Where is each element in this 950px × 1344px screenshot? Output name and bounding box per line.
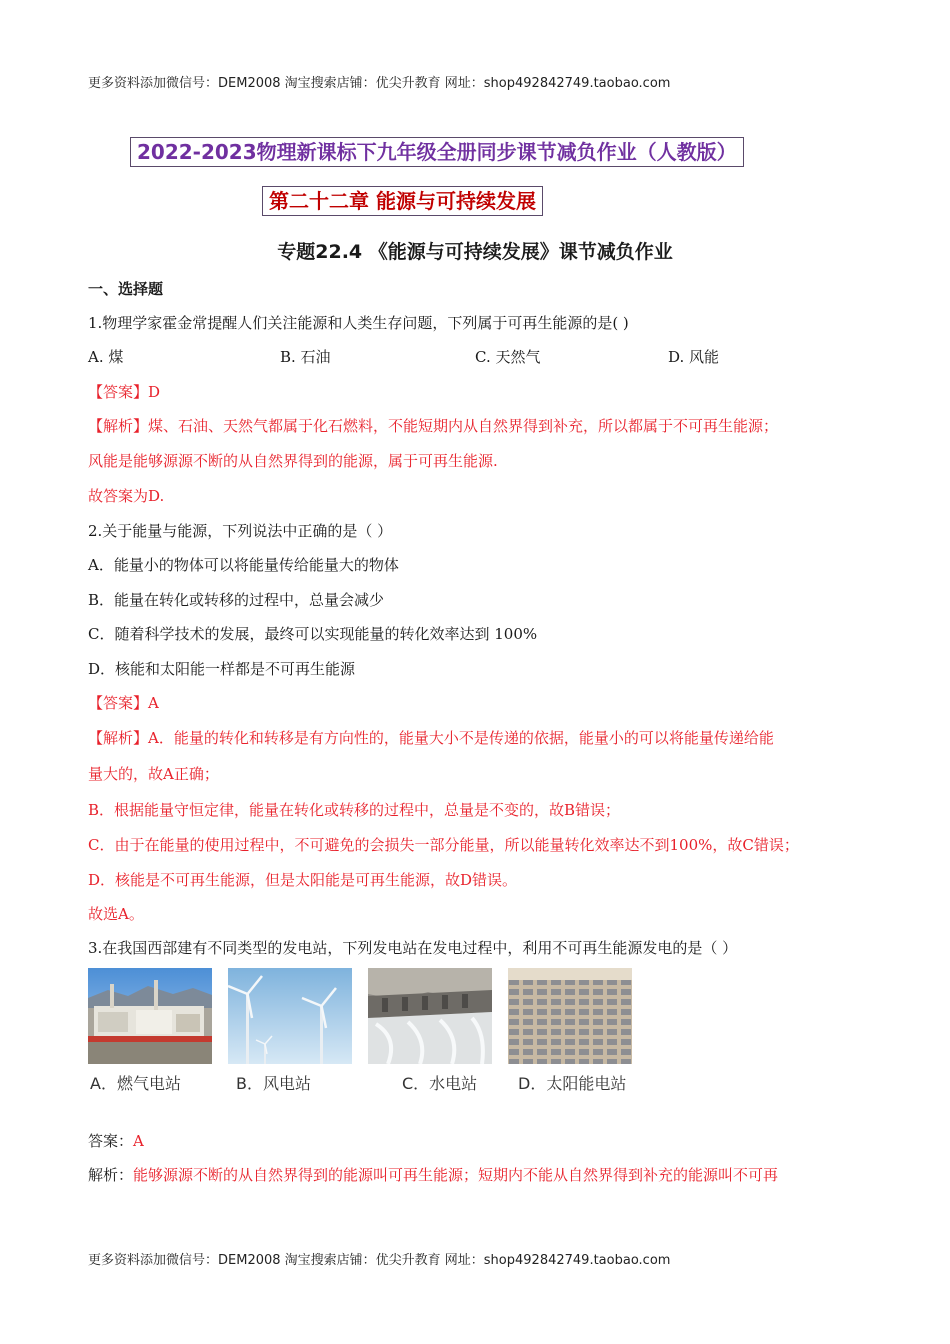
q3-stem: 3.在我国西部建有不同类型的发电站，下列发电站在发电过程中，利用不可再生能源发电的是（ ） (88, 939, 738, 957)
q2-answer: 【答案】A (88, 694, 159, 712)
section-heading: 一、选择题 (88, 280, 164, 298)
option-a-caption: A．燃气电站 (90, 1074, 181, 1093)
q1-option-b: B. 石油 (280, 348, 331, 366)
series-title: 2022-2023物理新课标下九年级全册同步课节减负作业（人教版） (130, 137, 744, 167)
q1-analysis-line2: 风能是能够源源不断的从自然界得到的能源，属于可再生能源. (88, 452, 498, 470)
q1-conclusion: 故答案为D. (88, 487, 165, 505)
hydro-power-station-image (368, 968, 492, 1064)
q1-option-a: A. 煤 (88, 348, 124, 366)
option-b-caption: B．风电站 (236, 1074, 311, 1093)
q3-answer-label: 答案： (88, 1132, 134, 1150)
topic-title: 专题22.4 《能源与可持续发展》课节减负作业 (277, 241, 673, 263)
q2-conclusion: 故选A。 (88, 905, 144, 923)
option-d-caption: D．太阳能电站 (518, 1074, 627, 1093)
q2-analysis-line2: 量大的，故A正确； (88, 765, 219, 783)
q2-analysis-line4: C．由于在能量的使用过程中，不可避免的会损失一部分能量，所以能量转化效率达不到100%，故C错误； (88, 836, 799, 854)
page-header: 更多资料添加微信号：DEM2008 淘宝搜索店铺：优尖升教育 网址：shop492842749.taobao.com (88, 76, 671, 91)
solar-power-station-image (508, 968, 632, 1064)
gas-power-station-image (88, 968, 212, 1064)
q3-answer-value: A (133, 1132, 144, 1150)
q1-analysis-line1: 【解析】煤、石油、天然气都属于化石燃料，不能短期内从自然界得到补充，所以都属于不可再生能源； (88, 417, 779, 435)
q1-answer: 【答案】D (88, 383, 161, 401)
q2-analysis-line1: 【解析】A．能量的转化和转移是有方向性的，能量大小不是传递的依据，能量小的可以将能量传递给能 (88, 729, 774, 747)
q1-stem: 1.物理学家霍金常提醒人们关注能源和人类生存问题，下列属于可再生能源的是( ) (88, 314, 629, 332)
q2-option-a: A．能量小的物体可以将能量传给能量大的物体 (88, 556, 399, 574)
q1-option-d: D. 风能 (668, 348, 720, 366)
q3-analysis-label: 解析： (88, 1166, 134, 1184)
q2-option-c: C．随着科学技术的发展，最终可以实现能量的转化效率达到 100% (88, 625, 538, 643)
q2-analysis-line3: B．根据能量守恒定律，能量在转化或转移的过程中，总量是不变的，故B错误； (88, 801, 621, 819)
q2-analysis-line5: D．核能是不可再生能源，但是太阳能是可再生能源，故D错误。 (88, 871, 518, 889)
page-footer: 更多资料添加微信号：DEM2008 淘宝搜索店铺：优尖升教育 网址：shop492842749.taobao.com (88, 1253, 671, 1268)
q3-analysis (88, 1164, 778, 1185)
q2-stem: 2.关于能量与能源，下列说法中正确的是（ ） (88, 522, 393, 540)
option-c-caption: C．水电站 (402, 1074, 478, 1093)
wind-power-station-image (228, 968, 352, 1064)
q1-option-c: C. 天然气 (475, 348, 541, 366)
chapter-title: 第二十二章 能源与可持续发展 (262, 186, 543, 216)
q2-option-b: B．能量在转化或转移的过程中，总量会减少 (88, 591, 385, 609)
q2-option-d: D．核能和太阳能一样都是不可再生能源 (88, 660, 356, 678)
q3-answer (88, 1130, 144, 1151)
q3-analysis-text: 能够源源不断的从自然界得到的能源叫可再生能源；短期内不能从自然界得到补充的能源叫不可再 (133, 1166, 779, 1184)
